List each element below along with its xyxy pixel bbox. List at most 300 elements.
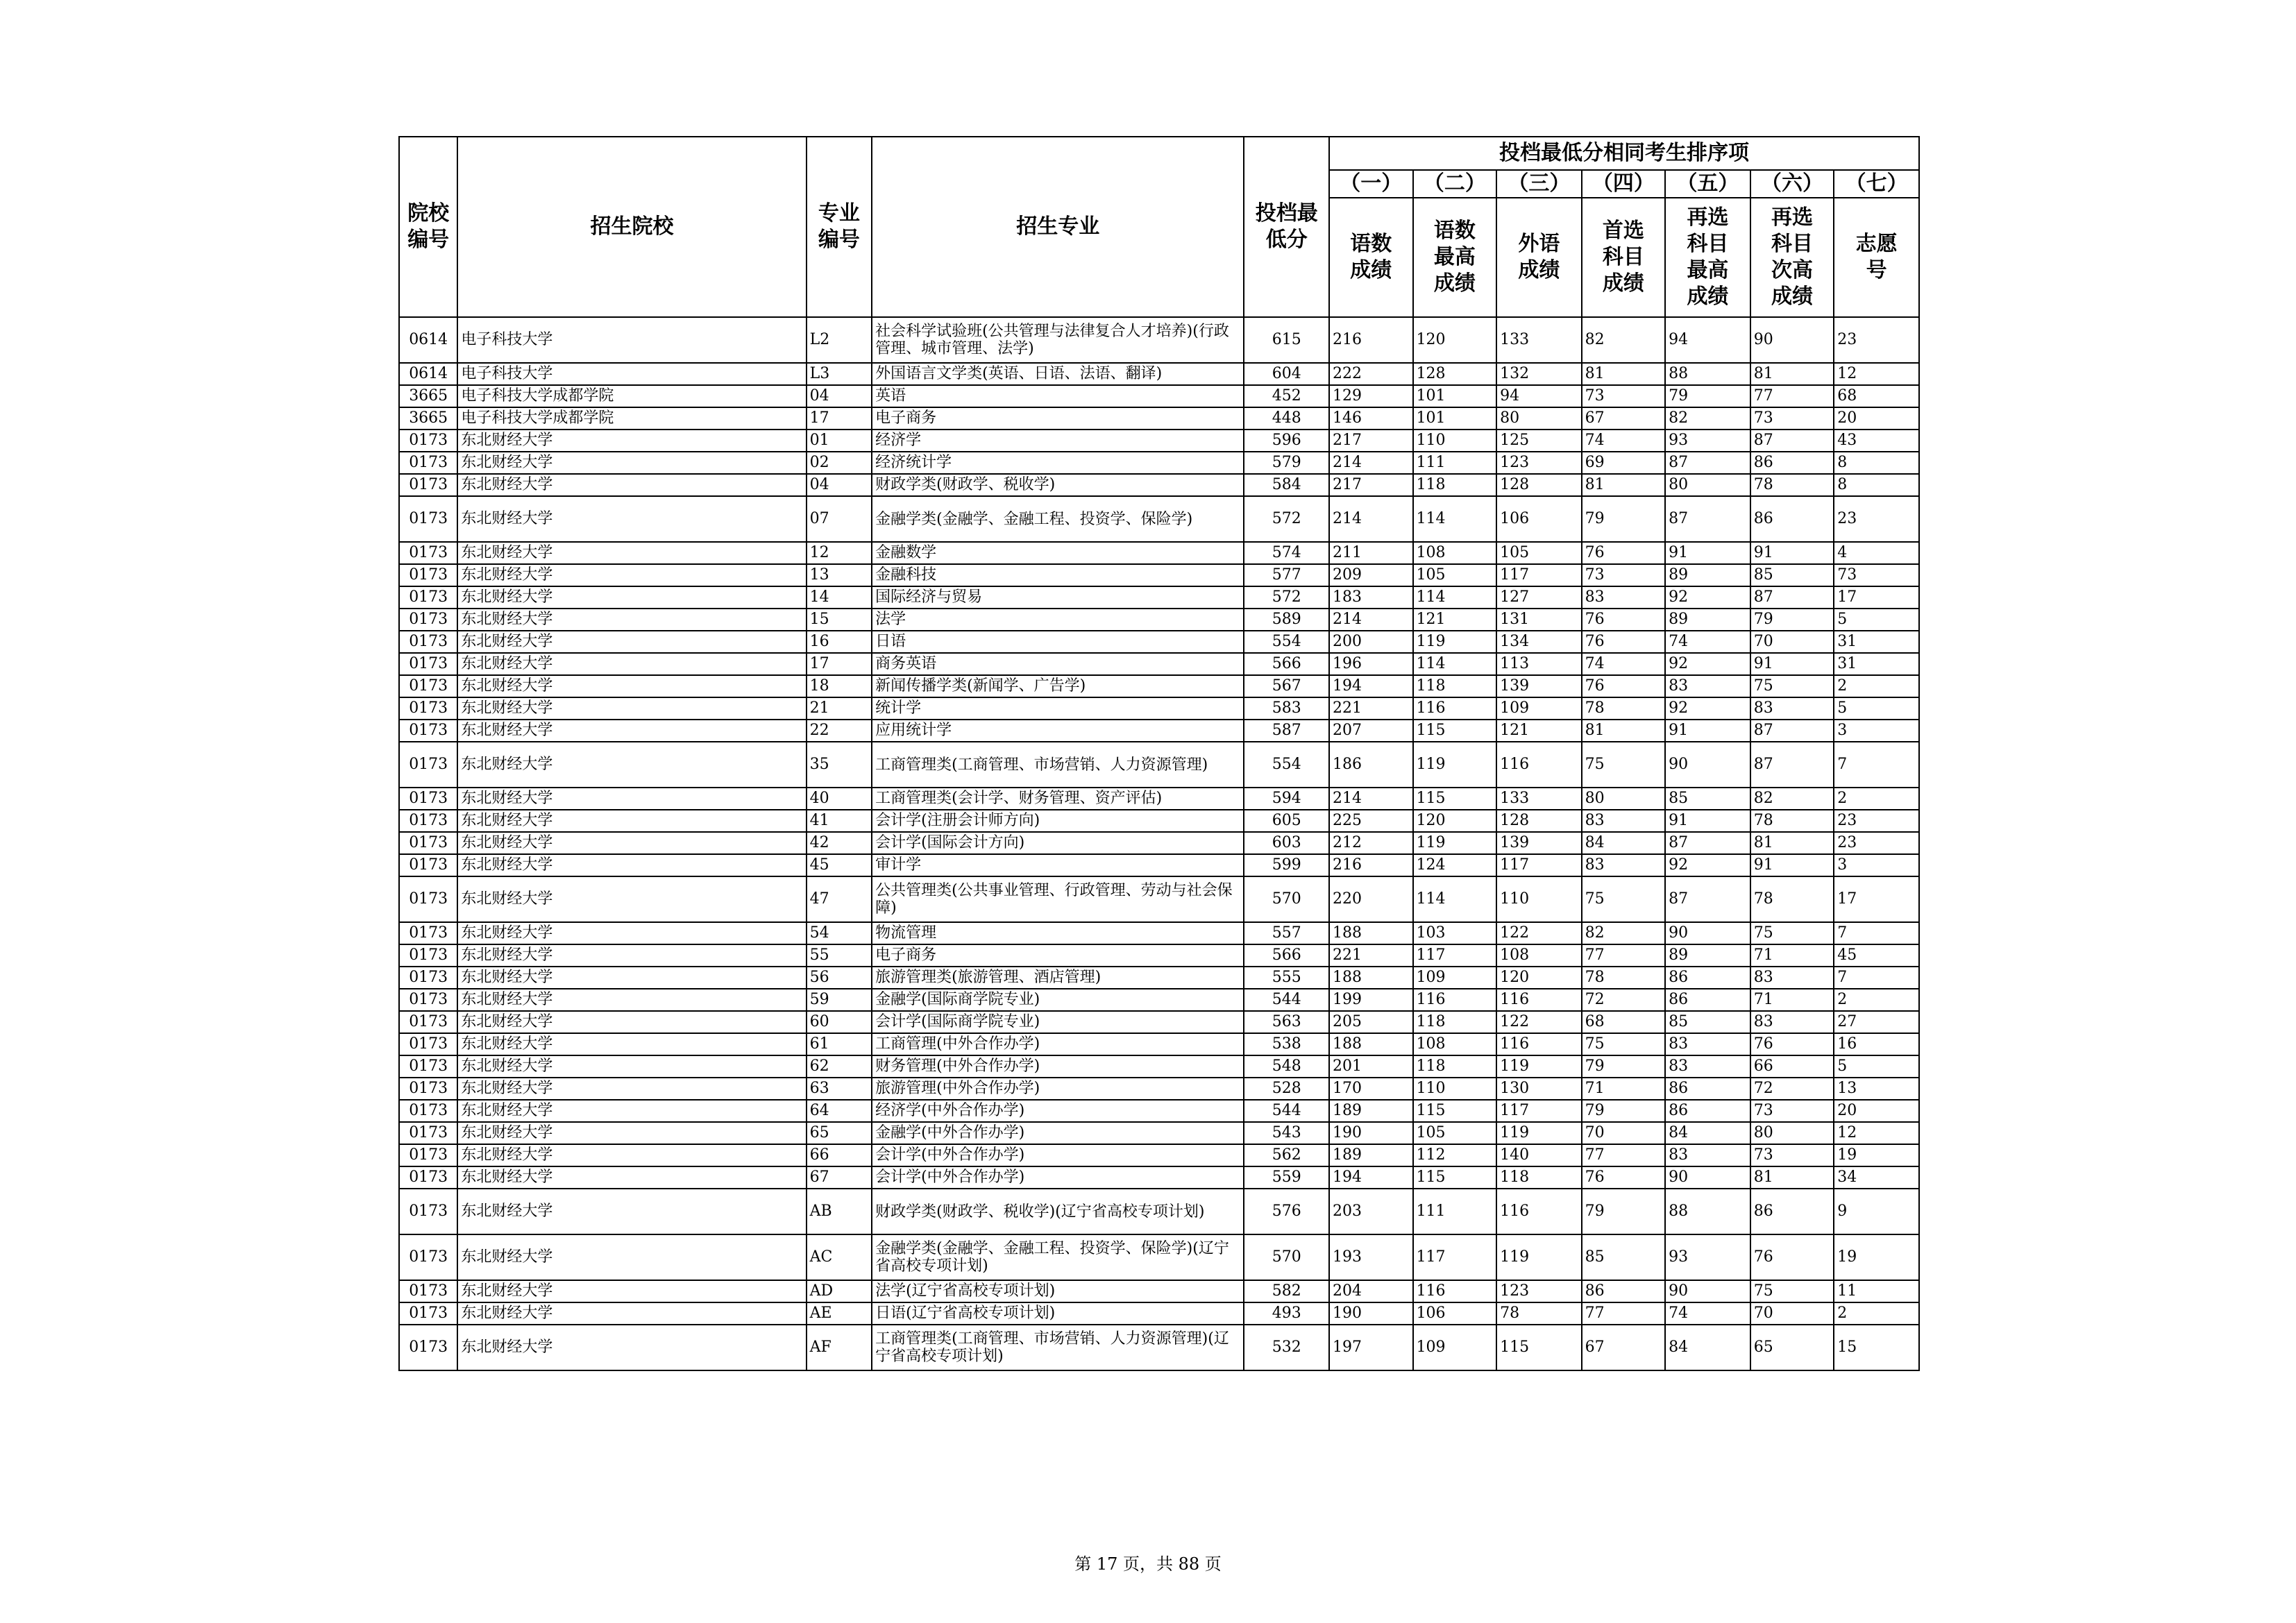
cell-sort-value: 92	[1665, 697, 1750, 720]
cell-sort-value: 121	[1496, 720, 1582, 742]
cell-sort-value: 73	[1582, 564, 1666, 586]
cell-sort-value: 86	[1665, 967, 1750, 989]
cell-major: 日语(辽宁省高校专项计划)	[872, 1302, 1244, 1325]
cell-sort-value: 79	[1750, 609, 1834, 631]
cell-school-code: 3665	[399, 407, 457, 430]
cell-sort-value: 118	[1413, 1011, 1497, 1033]
cell-school: 东北财经大学	[457, 1144, 806, 1166]
cell-sort-value: 43	[1834, 430, 1919, 452]
table-row	[399, 1302, 1919, 1325]
cell-min-score: 599	[1244, 854, 1329, 876]
cell-school: 电子科技大学	[457, 317, 806, 363]
cell-sort-value: 76	[1582, 609, 1666, 631]
cell-sort-value: 121	[1413, 609, 1497, 631]
cell-sort-value: 91	[1750, 854, 1834, 876]
cell-sort-value: 86	[1665, 1078, 1750, 1100]
cell-sort-value: 83	[1582, 810, 1666, 832]
cell-sort-value: 123	[1496, 452, 1582, 474]
cell-sort-value: 110	[1413, 430, 1497, 452]
cell-major-code: 41	[807, 810, 872, 832]
header-sort-item: 志愿号	[1834, 198, 1919, 317]
cell-sort-value: 78	[1750, 876, 1834, 922]
cell-sort-value: 86	[1665, 1100, 1750, 1122]
cell-sort-value: 112	[1413, 1144, 1497, 1166]
cell-min-score: 603	[1244, 832, 1329, 854]
cell-school: 东北财经大学	[457, 430, 806, 452]
header-order-label: （七）	[1834, 170, 1919, 198]
cell-major: 日语	[872, 631, 1244, 653]
cell-sort-value: 74	[1665, 1302, 1750, 1325]
cell-sort-value: 214	[1329, 496, 1413, 542]
header-sort-item: 外语成绩	[1496, 198, 1582, 317]
cell-sort-value: 73	[1750, 1100, 1834, 1122]
cell-major: 新闻传播学类(新闻学、广告学)	[872, 675, 1244, 697]
cell-sort-value: 128	[1496, 474, 1582, 496]
cell-sort-value: 139	[1496, 675, 1582, 697]
cell-school-code: 0173	[399, 474, 457, 496]
cell-sort-value: 76	[1582, 1166, 1666, 1189]
cell-sort-value: 124	[1413, 854, 1497, 876]
cell-sort-value: 93	[1665, 430, 1750, 452]
cell-min-score: 570	[1244, 876, 1329, 922]
cell-school: 东北财经大学	[457, 788, 806, 810]
cell-school-code: 0614	[399, 363, 457, 385]
page-footer: 第 17 页，共 88 页	[1074, 1554, 1222, 1574]
cell-sort-value: 115	[1413, 720, 1497, 742]
cell-sort-value: 81	[1582, 363, 1666, 385]
cell-sort-value: 87	[1750, 720, 1834, 742]
cell-min-score: 589	[1244, 609, 1329, 631]
cell-school-code: 0173	[399, 720, 457, 742]
cell-school: 东北财经大学	[457, 742, 806, 788]
cell-sort-value: 86	[1750, 1189, 1834, 1234]
cell-sort-value: 15	[1834, 1325, 1919, 1370]
cell-major: 审计学	[872, 854, 1244, 876]
cell-major: 社会科学试验班(公共管理与法律复合人才培养)(行政管理、城市管理、法学)	[872, 317, 1244, 363]
cell-sort-value: 23	[1834, 832, 1919, 854]
cell-sort-value: 73	[1750, 1144, 1834, 1166]
table-row	[399, 876, 1919, 922]
cell-sort-value: 80	[1496, 407, 1582, 430]
cell-sort-value: 188	[1329, 1033, 1413, 1055]
cell-sort-value: 72	[1750, 1078, 1834, 1100]
cell-sort-value: 109	[1413, 967, 1497, 989]
cell-major: 旅游管理类(旅游管理、酒店管理)	[872, 967, 1244, 989]
cell-sort-value: 34	[1834, 1166, 1919, 1189]
cell-sort-value: 220	[1329, 876, 1413, 922]
cell-min-score: 548	[1244, 1055, 1329, 1078]
cell-sort-value: 85	[1665, 1011, 1750, 1033]
cell-school-code: 0173	[399, 989, 457, 1011]
cell-school-code: 0173	[399, 810, 457, 832]
cell-sort-value: 116	[1413, 697, 1497, 720]
cell-major-code: 40	[807, 788, 872, 810]
cell-min-score: 554	[1244, 742, 1329, 788]
cell-sort-value: 119	[1413, 742, 1497, 788]
table-row	[399, 967, 1919, 989]
cell-sort-value: 23	[1834, 317, 1919, 363]
cell-sort-value: 76	[1582, 542, 1666, 564]
cell-major: 统计学	[872, 697, 1244, 720]
cell-school-code: 0173	[399, 922, 457, 944]
cell-sort-value: 68	[1834, 385, 1919, 407]
cell-sort-value: 80	[1750, 1122, 1834, 1144]
cell-school-code: 0173	[399, 944, 457, 967]
cell-sort-value: 87	[1750, 742, 1834, 788]
table-row	[399, 1100, 1919, 1122]
cell-sort-value: 90	[1665, 742, 1750, 788]
cell-school: 东北财经大学	[457, 989, 806, 1011]
cell-sort-value: 83	[1750, 697, 1834, 720]
cell-school: 东北财经大学	[457, 832, 806, 854]
cell-major-code: 67	[807, 1166, 872, 1189]
cell-sort-value: 92	[1665, 586, 1750, 609]
cell-sort-value: 82	[1582, 317, 1666, 363]
cell-school: 东北财经大学	[457, 876, 806, 922]
cell-sort-value: 91	[1665, 542, 1750, 564]
table-row	[399, 542, 1919, 564]
cell-major: 经济学(中外合作办学)	[872, 1100, 1244, 1122]
cell-sort-value: 90	[1750, 317, 1834, 363]
cell-sort-value: 77	[1582, 1144, 1666, 1166]
cell-sort-value: 214	[1329, 788, 1413, 810]
cell-sort-value: 190	[1329, 1302, 1413, 1325]
cell-sort-value: 108	[1496, 944, 1582, 967]
cell-sort-value: 188	[1329, 967, 1413, 989]
table-row	[399, 742, 1919, 788]
cell-sort-value: 116	[1413, 1280, 1497, 1302]
cell-sort-value: 212	[1329, 832, 1413, 854]
cell-sort-value: 80	[1665, 474, 1750, 496]
cell-major: 工商管理类(工商管理、市场营销、人力资源管理)(辽宁省高校专项计划)	[872, 1325, 1244, 1370]
cell-major-code: 60	[807, 1011, 872, 1033]
header-sort-item: 再选科目最高成绩	[1665, 198, 1750, 317]
cell-min-score: 576	[1244, 1189, 1329, 1234]
cell-school-code: 0173	[399, 1189, 457, 1234]
cell-sort-value: 4	[1834, 542, 1919, 564]
cell-major: 金融学类(金融学、金融工程、投资学、保险学)(辽宁省高校专项计划)	[872, 1234, 1244, 1280]
cell-sort-value: 117	[1496, 1100, 1582, 1122]
cell-school-code: 0173	[399, 854, 457, 876]
table-row	[399, 810, 1919, 832]
cell-major: 应用统计学	[872, 720, 1244, 742]
cell-sort-value: 105	[1413, 1122, 1497, 1144]
cell-min-score: 562	[1244, 1144, 1329, 1166]
cell-school-code: 0173	[399, 653, 457, 675]
cell-sort-value: 83	[1582, 854, 1666, 876]
cell-school: 东北财经大学	[457, 1234, 806, 1280]
cell-school-code: 0173	[399, 876, 457, 922]
cell-sort-value: 3	[1834, 720, 1919, 742]
cell-major: 经济统计学	[872, 452, 1244, 474]
table-row	[399, 474, 1919, 496]
cell-major-code: 65	[807, 1122, 872, 1144]
cell-school: 东北财经大学	[457, 810, 806, 832]
cell-sort-value: 5	[1834, 1055, 1919, 1078]
cell-sort-value: 45	[1834, 944, 1919, 967]
cell-school-code: 0173	[399, 1100, 457, 1122]
cell-school: 东北财经大学	[457, 922, 806, 944]
cell-sort-value: 194	[1329, 1166, 1413, 1189]
cell-major: 会计学(注册会计师方向)	[872, 810, 1244, 832]
table-row	[399, 1166, 1919, 1189]
cell-school-code: 0173	[399, 1280, 457, 1302]
cell-sort-value: 12	[1834, 363, 1919, 385]
cell-school: 电子科技大学成都学院	[457, 385, 806, 407]
cell-major-code: 45	[807, 854, 872, 876]
cell-sort-value: 225	[1329, 810, 1413, 832]
cell-min-score: 528	[1244, 1078, 1329, 1100]
cell-sort-value: 77	[1582, 944, 1666, 967]
cell-sort-value: 133	[1496, 788, 1582, 810]
table-row	[399, 1055, 1919, 1078]
cell-sort-value: 94	[1665, 317, 1750, 363]
cell-sort-value: 7	[1834, 742, 1919, 788]
cell-sort-value: 84	[1665, 1122, 1750, 1144]
cell-sort-value: 80	[1582, 788, 1666, 810]
cell-sort-value: 91	[1665, 810, 1750, 832]
cell-sort-value: 72	[1582, 989, 1666, 1011]
cell-sort-value: 70	[1582, 1122, 1666, 1144]
cell-major-code: 47	[807, 876, 872, 922]
cell-major-code: 01	[807, 430, 872, 452]
cell-sort-value: 222	[1329, 363, 1413, 385]
cell-major: 会计学(中外合作办学)	[872, 1166, 1244, 1189]
cell-sort-value: 83	[1750, 1011, 1834, 1033]
table-row	[399, 1144, 1919, 1166]
cell-school-code: 0173	[399, 967, 457, 989]
cell-school: 东北财经大学	[457, 586, 806, 609]
cell-sort-value: 77	[1582, 1302, 1666, 1325]
cell-major: 法学	[872, 609, 1244, 631]
cell-major: 会计学(中外合作办学)	[872, 1144, 1244, 1166]
cell-sort-value: 75	[1582, 742, 1666, 788]
cell-sort-value: 83	[1665, 675, 1750, 697]
cell-sort-value: 122	[1496, 1011, 1582, 1033]
cell-sort-value: 17	[1834, 586, 1919, 609]
cell-sort-value: 216	[1329, 854, 1413, 876]
cell-sort-value: 19	[1834, 1234, 1919, 1280]
cell-sort-value: 119	[1413, 832, 1497, 854]
cell-major: 国际经济与贸易	[872, 586, 1244, 609]
cell-sort-value: 16	[1834, 1033, 1919, 1055]
cell-school: 东北财经大学	[457, 496, 806, 542]
table-row	[399, 1189, 1919, 1234]
table-row	[399, 1325, 1919, 1370]
cell-min-score: 559	[1244, 1166, 1329, 1189]
cell-major-code: 07	[807, 496, 872, 542]
cell-sort-value: 118	[1496, 1166, 1582, 1189]
table-row	[399, 609, 1919, 631]
cell-sort-value: 79	[1665, 385, 1750, 407]
cell-sort-value: 117	[1413, 1234, 1497, 1280]
table-row	[399, 407, 1919, 430]
cell-sort-value: 71	[1750, 989, 1834, 1011]
cell-major-code: AF	[807, 1325, 872, 1370]
cell-school: 东北财经大学	[457, 1122, 806, 1144]
cell-school-code: 0173	[399, 788, 457, 810]
cell-sort-value: 131	[1496, 609, 1582, 631]
cell-min-score: 538	[1244, 1033, 1329, 1055]
cell-major-code: 63	[807, 1078, 872, 1100]
cell-sort-value: 68	[1582, 1011, 1666, 1033]
cell-sort-value: 70	[1750, 1302, 1834, 1325]
cell-school: 东北财经大学	[457, 1078, 806, 1100]
cell-school-code: 0173	[399, 675, 457, 697]
table-row	[399, 1234, 1919, 1280]
cell-school-code: 0173	[399, 1011, 457, 1033]
cell-sort-value: 211	[1329, 542, 1413, 564]
cell-min-score: 582	[1244, 1280, 1329, 1302]
cell-major-code: 21	[807, 697, 872, 720]
cell-min-score: 567	[1244, 675, 1329, 697]
cell-sort-value: 183	[1329, 586, 1413, 609]
cell-sort-value: 204	[1329, 1280, 1413, 1302]
cell-sort-value: 118	[1413, 675, 1497, 697]
cell-school: 东北财经大学	[457, 944, 806, 967]
table-row	[399, 496, 1919, 542]
cell-major-code: 16	[807, 631, 872, 653]
cell-school-code: 0173	[399, 430, 457, 452]
cell-sort-value: 27	[1834, 1011, 1919, 1033]
cell-major-code: 55	[807, 944, 872, 967]
cell-sort-value: 118	[1413, 474, 1497, 496]
cell-sort-value: 128	[1413, 363, 1497, 385]
cell-major-code: 04	[807, 474, 872, 496]
cell-sort-value: 87	[1665, 832, 1750, 854]
table-row	[399, 922, 1919, 944]
cell-sort-value: 12	[1834, 1122, 1919, 1144]
cell-school: 东北财经大学	[457, 1302, 806, 1325]
cell-sort-value: 118	[1413, 1055, 1497, 1078]
cell-major-code: 61	[807, 1033, 872, 1055]
cell-min-score: 448	[1244, 407, 1329, 430]
cell-sort-value: 116	[1413, 989, 1497, 1011]
cell-sort-value: 67	[1582, 407, 1666, 430]
cell-major: 金融数学	[872, 542, 1244, 564]
cell-sort-value: 115	[1413, 1166, 1497, 1189]
cell-sort-value: 133	[1496, 317, 1582, 363]
cell-sort-value: 140	[1496, 1144, 1582, 1166]
cell-sort-value: 81	[1750, 1166, 1834, 1189]
cell-sort-value: 122	[1496, 922, 1582, 944]
cell-sort-value: 200	[1329, 631, 1413, 653]
cell-min-score: 532	[1244, 1325, 1329, 1370]
cell-sort-value: 101	[1413, 385, 1497, 407]
cell-school: 东北财经大学	[457, 854, 806, 876]
cell-min-score: 563	[1244, 1011, 1329, 1033]
cell-sort-value: 8	[1834, 474, 1919, 496]
cell-sort-value: 116	[1496, 1189, 1582, 1234]
cell-sort-value: 88	[1665, 363, 1750, 385]
cell-school-code: 0173	[399, 1033, 457, 1055]
cell-sort-value: 3	[1834, 854, 1919, 876]
cell-school-code: 0173	[399, 1325, 457, 1370]
cell-sort-value: 9	[1834, 1189, 1919, 1234]
cell-major: 工商管理类(会计学、财务管理、资产评估)	[872, 788, 1244, 810]
cell-sort-value: 109	[1496, 697, 1582, 720]
table-row	[399, 720, 1919, 742]
cell-sort-value: 90	[1665, 1166, 1750, 1189]
cell-sort-value: 120	[1413, 810, 1497, 832]
cell-sort-value: 75	[1582, 876, 1666, 922]
cell-sort-value: 110	[1413, 1078, 1497, 1100]
table-row	[399, 631, 1919, 653]
cell-sort-value: 76	[1750, 1033, 1834, 1055]
cell-sort-value: 89	[1665, 609, 1750, 631]
cell-sort-value: 216	[1329, 317, 1413, 363]
cell-sort-value: 189	[1329, 1100, 1413, 1122]
cell-school: 东北财经大学	[457, 609, 806, 631]
cell-school: 东北财经大学	[457, 697, 806, 720]
cell-major-code: 62	[807, 1055, 872, 1078]
cell-sort-value: 119	[1413, 631, 1497, 653]
cell-major-code: 18	[807, 675, 872, 697]
cell-school-code: 0173	[399, 1234, 457, 1280]
cell-sort-value: 81	[1582, 474, 1666, 496]
cell-school: 电子科技大学成都学院	[457, 407, 806, 430]
cell-school: 东北财经大学	[457, 452, 806, 474]
cell-sort-value: 94	[1496, 385, 1582, 407]
cell-sort-value: 190	[1329, 1122, 1413, 1144]
table-body	[399, 317, 1919, 1370]
cell-sort-value: 20	[1834, 1100, 1919, 1122]
cell-sort-value: 91	[1665, 720, 1750, 742]
cell-major: 财政学类(财政学、税收学)(辽宁省高校专项计划)	[872, 1189, 1244, 1234]
cell-sort-value: 76	[1582, 631, 1666, 653]
cell-sort-value: 111	[1413, 1189, 1497, 1234]
cell-major-code: 17	[807, 653, 872, 675]
cell-sort-value: 139	[1496, 832, 1582, 854]
cell-sort-value: 85	[1582, 1234, 1666, 1280]
cell-sort-value: 189	[1329, 1144, 1413, 1166]
cell-sort-value: 188	[1329, 922, 1413, 944]
cell-school: 电子科技大学	[457, 363, 806, 385]
cell-major-code: 66	[807, 1144, 872, 1166]
cell-major-code: 54	[807, 922, 872, 944]
cell-sort-value: 119	[1496, 1055, 1582, 1078]
cell-school-code: 0173	[399, 832, 457, 854]
cell-sort-value: 117	[1496, 564, 1582, 586]
table-row	[399, 1078, 1919, 1100]
cell-min-score: 543	[1244, 1122, 1329, 1144]
cell-min-score: 572	[1244, 586, 1329, 609]
cell-sort-value: 87	[1665, 496, 1750, 542]
cell-school: 东北财经大学	[457, 653, 806, 675]
cell-major: 金融学类(金融学、金融工程、投资学、保险学)	[872, 496, 1244, 542]
cell-sort-value: 217	[1329, 430, 1413, 452]
cell-sort-value: 5	[1834, 609, 1919, 631]
cell-major: 金融学(国际商学院专业)	[872, 989, 1244, 1011]
header-sort-item: 再选科目次高成绩	[1750, 198, 1834, 317]
cell-major: 工商管理(中外合作办学)	[872, 1033, 1244, 1055]
cell-sort-value: 186	[1329, 742, 1413, 788]
cell-sort-value: 83	[1750, 967, 1834, 989]
cell-sort-value: 17	[1834, 876, 1919, 922]
cell-sort-value: 87	[1665, 452, 1750, 474]
cell-min-score: 615	[1244, 317, 1329, 363]
cell-school: 东北财经大学	[457, 1011, 806, 1033]
cell-sort-value: 79	[1582, 1100, 1666, 1122]
cell-sort-value: 71	[1750, 944, 1834, 967]
cell-sort-value: 82	[1665, 407, 1750, 430]
cell-major: 外国语言文学类(英语、日语、法语、翻译)	[872, 363, 1244, 385]
cell-sort-value: 91	[1750, 653, 1834, 675]
cell-school: 东北财经大学	[457, 967, 806, 989]
cell-sort-value: 74	[1665, 631, 1750, 653]
cell-sort-value: 83	[1665, 1033, 1750, 1055]
cell-sort-value: 116	[1496, 1033, 1582, 1055]
